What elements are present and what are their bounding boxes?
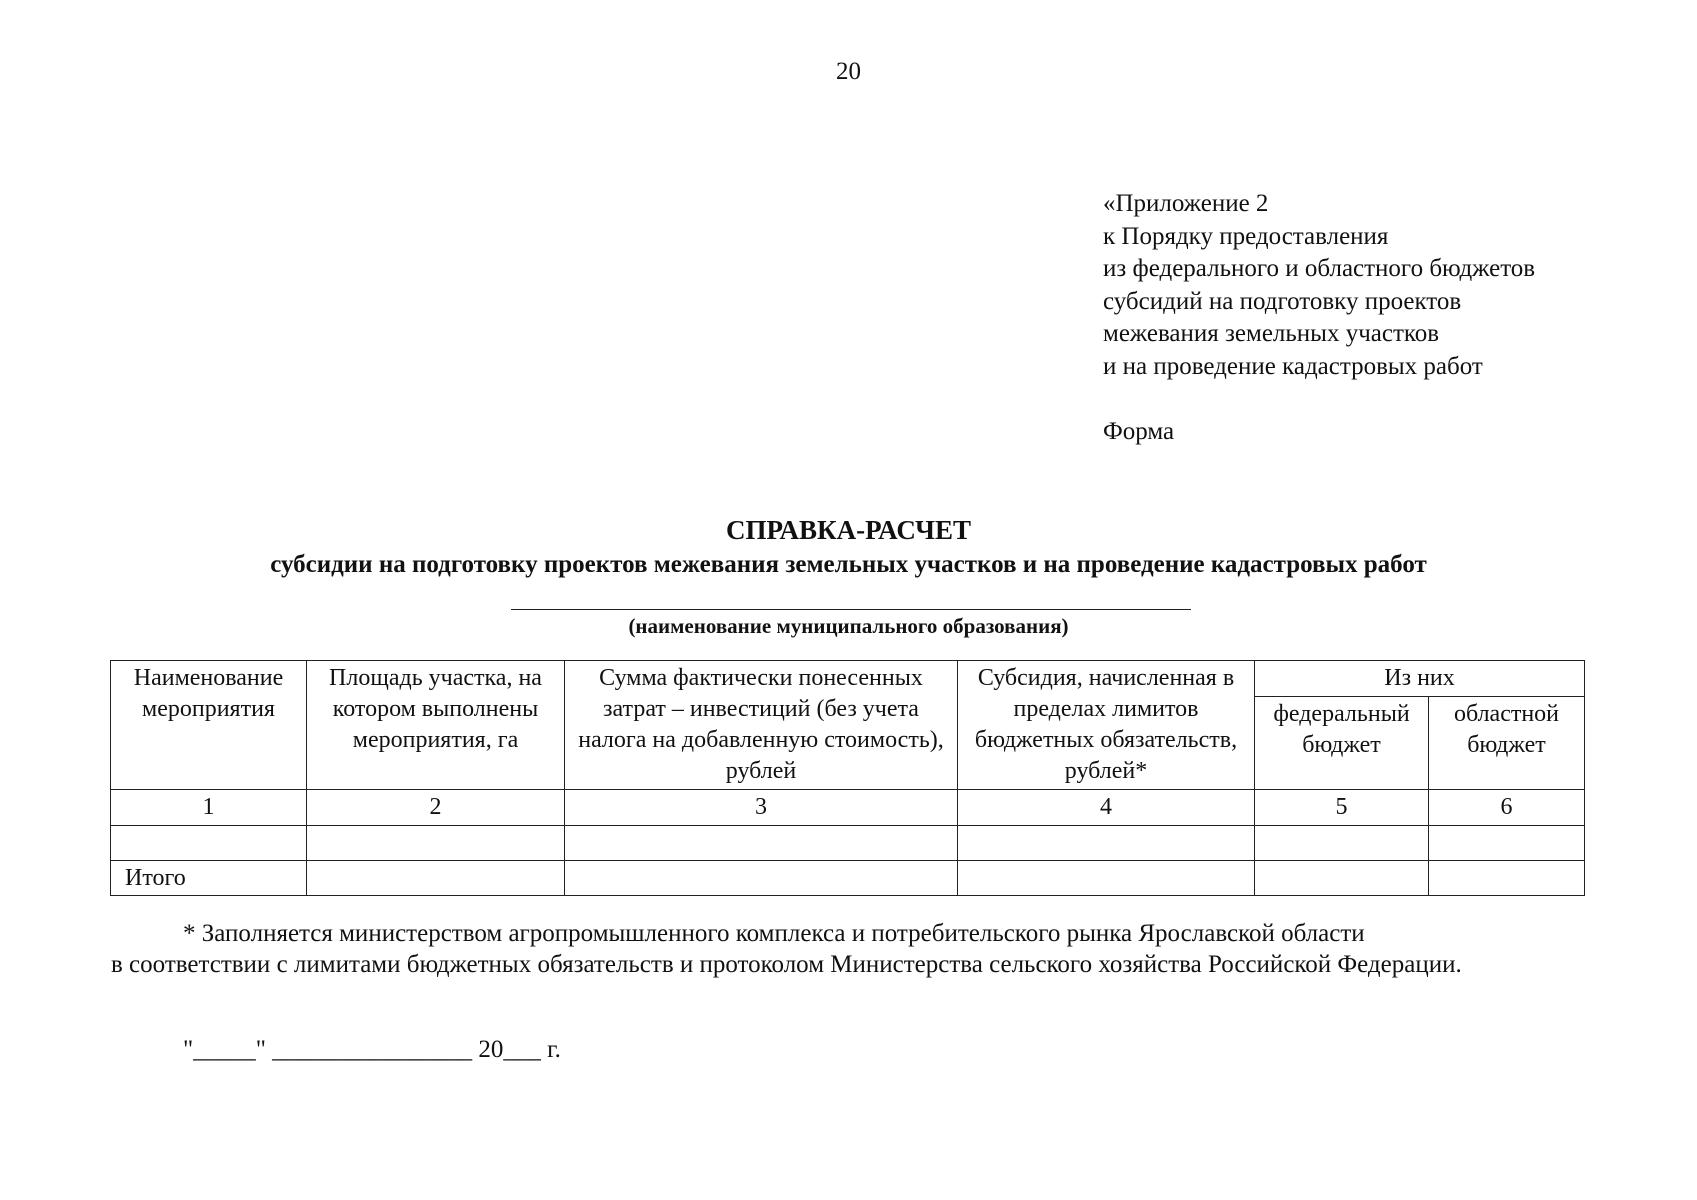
header-regional-budget: областной бюджет xyxy=(1429,697,1585,790)
empty-cell[interactable] xyxy=(565,826,958,861)
empty-cell[interactable] xyxy=(1255,826,1429,861)
table-row xyxy=(111,826,1585,861)
column-number: 1 xyxy=(111,790,307,826)
calculation-table xyxy=(110,660,1585,896)
appendix-line: из федерального и областного бюджетов xyxy=(1103,255,1536,282)
column-number: 3 xyxy=(565,790,958,826)
empty-cell[interactable] xyxy=(1255,861,1429,896)
table-header-row xyxy=(111,661,1585,697)
date-line: "_____" ________________ 20___ г. xyxy=(183,1036,561,1063)
header-plot-area: Площадь участка, на котором выполнены мероприятия, га xyxy=(307,661,565,790)
column-number: 5 xyxy=(1255,790,1429,826)
document-subtitle: субсидии на подготовку проектов межевания земельных участков и на проведение кадастровых работ xyxy=(270,551,1427,578)
header-federal-budget: федеральный бюджет xyxy=(1255,697,1429,790)
municipality-caption: (наименование муниципального образования) xyxy=(628,614,1069,638)
appendix-block xyxy=(1103,188,1535,383)
appendix-line: субсидий на подготовку проектов xyxy=(1103,287,1462,315)
column-number: 2 xyxy=(307,790,565,826)
appendix-line: «Приложение 2 xyxy=(1103,190,1269,217)
empty-cell[interactable] xyxy=(1429,826,1585,861)
footnote-line: * Заполняется министерством агропромышленного комплекса и потребительского рынка Ярославской области xyxy=(183,920,1365,947)
empty-cell[interactable] xyxy=(1429,861,1585,896)
column-number: 4 xyxy=(958,790,1255,826)
page-number: 20 xyxy=(836,58,861,85)
header-subsidy: Субсидия, начисленная в пределах лимитов бюджетных обязательств, рублей* xyxy=(958,661,1255,790)
appendix-line: к Порядку предоставления xyxy=(1103,222,1389,250)
empty-cell[interactable] xyxy=(111,826,307,861)
appendix-line: и на проведение кадастровых работ xyxy=(1103,352,1483,380)
municipality-blank-line[interactable] xyxy=(511,609,1191,610)
document-title: СПРАВКА-РАСЧЕТ xyxy=(726,515,971,545)
empty-cell[interactable] xyxy=(958,861,1255,896)
total-label: Итого xyxy=(111,861,307,896)
empty-cell[interactable] xyxy=(307,826,565,861)
total-row xyxy=(111,861,1585,896)
form-label: Форма xyxy=(1103,418,1175,445)
empty-cell[interactable] xyxy=(565,861,958,896)
empty-cell[interactable] xyxy=(307,861,565,896)
header-event-name: Наименование мероприятия xyxy=(111,661,307,790)
empty-cell[interactable] xyxy=(958,826,1255,861)
footnote-text: в соответствии с лимитами бюджетных обязательств и протоколом Министерства сельского хозяйства Российской Федерации. xyxy=(111,951,1462,978)
header-actual-costs: Сумма фактически понесенных затрат – инвестиций (без учета налога на добавленную стоимость), рублей xyxy=(565,661,958,790)
header-of-which: Из них xyxy=(1255,661,1585,697)
column-number-row xyxy=(111,790,1585,826)
footnote xyxy=(111,918,1583,980)
column-number: 6 xyxy=(1429,790,1585,826)
appendix-line: межевания земельных участков xyxy=(1103,320,1440,347)
